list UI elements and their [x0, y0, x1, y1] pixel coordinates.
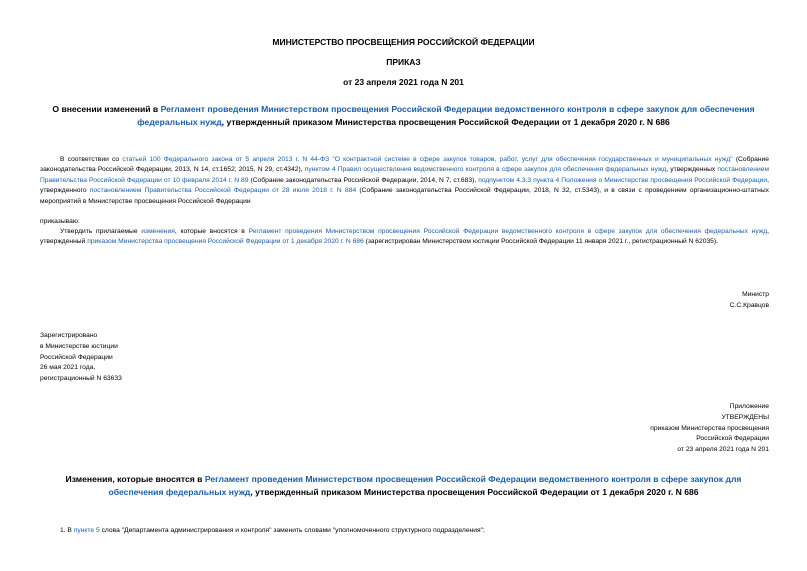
preamble-text: (Собрание законодательства Российской Федерации, 2018, N 32, ст.5343), и в связи с проведением организационно-штатных мероприятий в Министерстве просвещения Российской Федерации — [40, 187, 769, 205]
changes-title-prefix: Изменения, которые вносятся в — [65, 474, 205, 484]
order-text: , утвержденный — [40, 228, 769, 246]
rules-point-link[interactable]: пунктом 4 Правил осуществления ведомственного контроля в сфере закупок для обеспечения федеральных нужд — [304, 166, 667, 174]
preamble-text: В соответствии со — [60, 156, 123, 163]
order-paragraph — [40, 227, 769, 248]
registration-line: Зарегистрировано — [40, 332, 98, 339]
preamble-text: , утвержденных — [666, 166, 718, 174]
appendix-line: приказом Министерства просвещения — [650, 424, 769, 432]
changes-link[interactable]: изменения — [141, 228, 175, 235]
registration-line: Российской Федерации — [40, 353, 113, 361]
signature-name: С.С.Кравцов — [729, 301, 769, 309]
point-5-link[interactable]: пункте 5 — [73, 527, 100, 534]
changes-title-suffix: , утвержденный приказом Министерства просвещения Российской Федерации от 1 декабря 2020 г. N 686 — [250, 487, 699, 497]
appendix-block — [549, 402, 769, 456]
regulation-link[interactable]: Регламент проведения Министерством просвещения Российской Федерации ведомственного контроля в сфере закупок для обеспечения федеральных нужд — [137, 104, 755, 127]
doc-type-heading: ПРИКАЗ — [386, 57, 421, 67]
signature-block — [549, 290, 769, 312]
order-text: Утвердить прилагаемые — [60, 228, 142, 235]
preamble-text: (Собрание законодательства Российской Федерации, 2014, N 7, ст.683), — [248, 176, 479, 184]
date-number-heading: от 23 апреля 2021 года N 201 — [343, 77, 464, 87]
government-decree-89-link[interactable]: постановлением Правительства Российской Федерации от 10 февраля 2014 г. N 89 — [40, 166, 769, 184]
law-article-link[interactable]: статьей 100 Федерального закона от 5 апреля 2013 г. N 44-ФЗ "О контрактной системе в сфере закупок товаров, работ, услуг для обеспечения государственных и муниципальных нужд" — [122, 156, 733, 163]
ministry-regulation-link[interactable]: подпунктом 4.3.3 пункта 4 Положения о Министерстве просвещения Российской Федерации — [478, 176, 768, 184]
item-text: 1. В — [60, 527, 74, 534]
item-text: слова "Департамента администрирования и контроля" заменить словами "уполномоченного структурного подразделения"; — [99, 527, 485, 534]
appendix-line: УТВЕРЖДЕНЫ — [721, 413, 769, 421]
government-decree-884-link[interactable]: постановлением Правительства Российской Федерации от 28 июля 2018 г. N 884 — [89, 187, 357, 195]
regulation-link-2[interactable]: Регламент проведения Министерством просвещения Российской Федерации ведомственного контроля в сфере закупок для обеспечения федеральных нужд — [248, 228, 768, 235]
signature-position: Министр — [742, 291, 769, 298]
order-title-prefix: О внесении изменений в — [52, 104, 161, 114]
preamble-paragraph — [40, 155, 769, 207]
registration-line: регистрационный N 63633 — [40, 375, 122, 383]
order-word: приказываю: — [40, 218, 80, 225]
order-title-suffix: , утвержденный приказом Министерства просвещения Российской Федерации от 1 декабря 2020 г. N 686 — [221, 117, 670, 127]
registration-line: в Министерстве юстиции — [40, 342, 118, 350]
registration-block — [40, 331, 260, 385]
change-item-1 — [40, 526, 769, 536]
order-686-link[interactable]: приказом Министерства просвещения Российской Федерации от 1 декабря 2020 г. N 686 — [87, 238, 364, 246]
preamble-text: (Собрание законодательства Российской Федерации, 2013, N 14, ст.1652; 2015, N 29, ст.4342), — [40, 156, 770, 174]
regulation-link-3[interactable]: Регламент проведения Министерством просвещения Российской Федерации ведомственного контроля в сфере закупок для обеспечения федеральных нужд — [108, 474, 742, 497]
order-text: , которые вносятся в — [174, 228, 249, 235]
appendix-line: Приложение — [729, 403, 769, 410]
registration-line: 26 мая 2021 года, — [40, 364, 96, 372]
ministry-heading: МИНИСТЕРСТВО ПРОСВЕЩЕНИЯ РОССИЙСКОЙ ФЕДЕРАЦИИ — [272, 37, 535, 47]
preamble-text: , утвержденного — [40, 176, 769, 195]
changes-title — [40, 473, 767, 499]
appendix-line: Российской Федерации — [696, 435, 769, 443]
order-title — [40, 103, 767, 129]
appendix-line: от 23 апреля 2021 года N 201 — [677, 446, 769, 454]
order-text: (зарегистрирован Министерством юстиции Российской Федерации 11 января 2021 г., регистрационный N 62035). — [363, 238, 718, 246]
